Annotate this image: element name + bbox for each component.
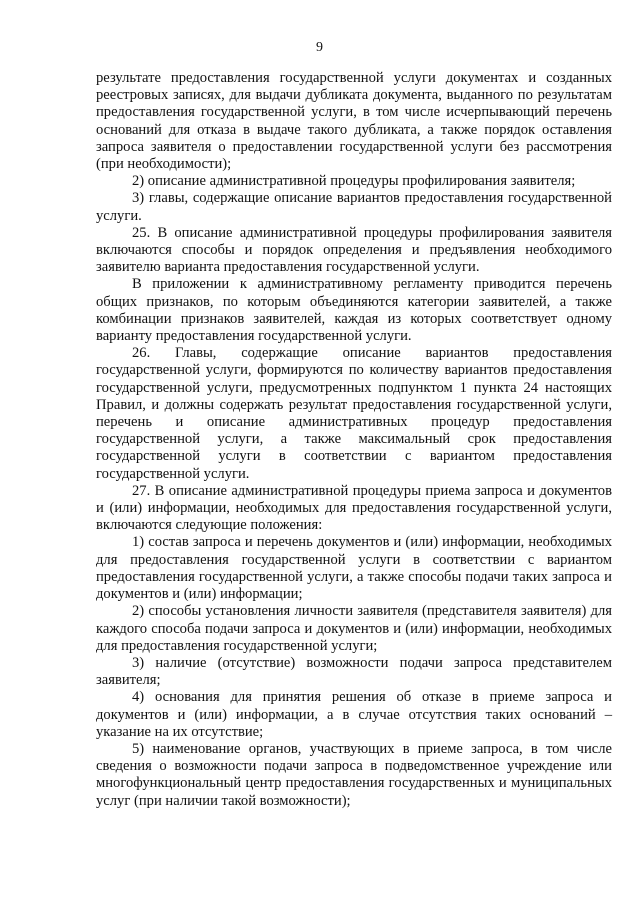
paragraph-clause-27: 27. В описание административной процедуры приема запроса и документов и (или) информации, необходимых для предоставления государственной услуги, включаются следующие положения: xyxy=(96,482,612,534)
paragraph-clause-27-item-1: 1) состав запроса и перечень документов и (или) информации, необходимых для предоставления государственной услуги в соответствии с вариантом предоставления государственной услуги, а также способы подачи таких запроса и документов и (или) информации; xyxy=(96,534,612,603)
paragraph-item-2: 2) описание административной процедуры профилирования заявителя; xyxy=(132,173,576,190)
document-body xyxy=(96,70,612,810)
paragraph-clause-27-item-4: 4) основания для принятия решения об отказе в приеме запроса и документов и (или) информации, а в случае отсутствия таких оснований – указание на их отсутствие; xyxy=(96,689,612,740)
paragraph-item-3: 3) главы, содержащие описание вариантов предоставления государственной услуги. xyxy=(96,190,612,224)
page-number: 9 xyxy=(316,40,323,55)
paragraph-continuation: результате предоставления государственной услуги документах и созданных реестровых записях, для выдачи дубликата документа, выданного по результатам предоставления государственной услуги, в том числе исчерпывающий перечень оснований для отказа в выдаче такого дубликата, а также порядок оставления запроса заявителя о предоставлении государственной услуги без рассмотрения (при необходимости); xyxy=(96,70,612,173)
paragraph-clause-26: 26. Главы, содержащие описание вариантов предоставления государственной услуги, формируются по количеству вариантов предоставления государственной услуги, предусмотренных подпунктом 1 пункта 24 настоящих Правил, и должны содержать результат предоставления государственной услуги, перечень и описание административных процедур предоставления государственной услуги, а также максимальный срок предоставления государственной услуги в соответствии с вариантом предоставления государственной услуги. xyxy=(96,345,612,482)
paragraph-clause-27-item-5: 5) наименование органов, участвующих в приеме запроса, в том числе сведения о возможности подачи запроса в подведомственное учреждение или многофункциональный центр предоставления государственных и муниципальных услуг (при наличии такой возможности); xyxy=(96,740,612,809)
paragraph-appendix-note: В приложении к административному регламенту приводится перечень общих признаков, по которым объединяются категории заявителей, а также комбинации признаков заявителей, каждая из которых соответствует одному варианту предоставления государственной услуги. xyxy=(96,276,612,345)
paragraph-clause-25: 25. В описание административной процедуры профилирования заявителя включаются способы и порядок определения и предъявления необходимого заявителю варианта предоставления государственной услуги. xyxy=(96,224,612,276)
paragraph-clause-27-item-2: 2) способы установления личности заявителя (представителя заявителя) для каждого способа подачи запроса и документов и (или) информации, необходимых для предоставления государственной услуги; xyxy=(96,603,612,654)
paragraph-clause-27-item-3: 3) наличие (отсутствие) возможности подачи запроса представителем заявителя; xyxy=(96,654,612,689)
